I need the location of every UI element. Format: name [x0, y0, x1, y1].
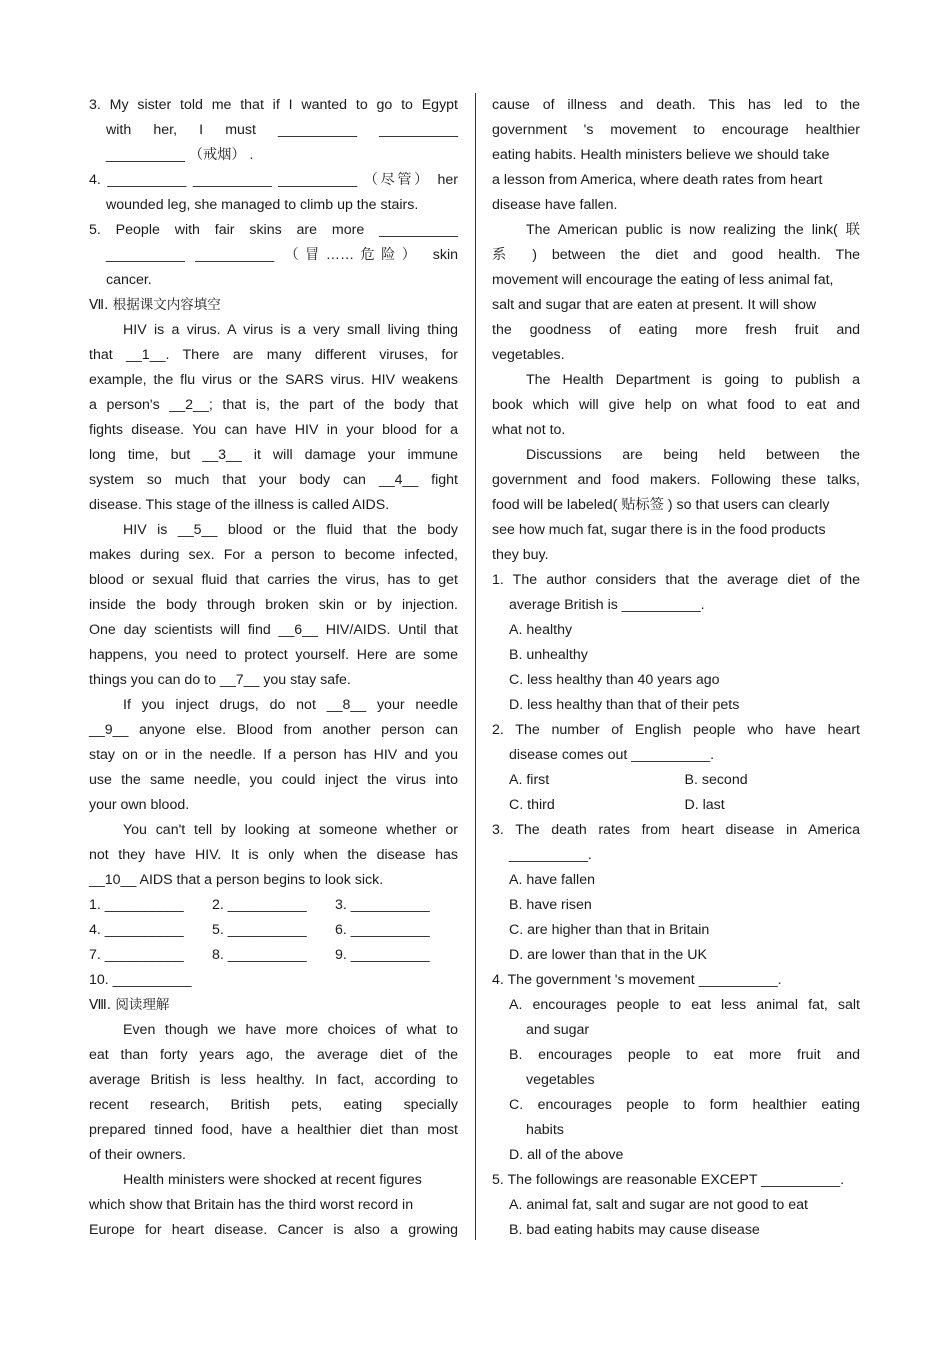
passage-line: a person's __2__; that is, the part of the body that: [89, 397, 458, 413]
passage-line: food will be labeled( 贴标签 ) so that users can clearly: [492, 497, 830, 513]
answer-blank[interactable]: 1. __________: [89, 897, 184, 913]
answer-blank[interactable]: 7. __________: [89, 947, 184, 963]
passage-line: HIV is __5__ blood or the fluid that the body: [123, 522, 458, 538]
q3-line: __________ （戒烟） .: [106, 147, 254, 163]
passage-line: HIV is a virus. A virus is a very small living thing: [123, 322, 458, 338]
question-stem: disease comes out __________.: [509, 747, 715, 763]
answer-option[interactable]: C. less healthy than 40 years ago: [509, 672, 720, 688]
answer-blank[interactable]: 2. __________: [212, 897, 307, 913]
option-row: [492, 793, 860, 818]
answer-option-cont: habits: [526, 1122, 564, 1138]
right-column: [492, 93, 860, 1243]
passage-line: fights disease. You can have HIV in your blood for a: [89, 422, 458, 438]
passage-line: movement will encourage the eating of less animal fat,: [492, 272, 834, 288]
passage-line: vegetables.: [492, 347, 565, 363]
answer-option[interactable]: A. have fallen: [509, 872, 595, 888]
passage-line: use the same needle, you could inject the virus into: [89, 772, 458, 788]
passage-line: recent research, British pets, eating specially: [89, 1097, 458, 1113]
answer-row: [89, 943, 458, 968]
passage-line: system so much that your body can __4__ fight: [89, 472, 458, 488]
passage-line: prepared tinned food, have a healthier diet than most: [89, 1122, 458, 1138]
answer-blank[interactable]: 9. __________: [335, 947, 430, 963]
passage-line: One day scientists will find __6__ HIV/AIDS. Until that: [89, 622, 458, 638]
passage-line: You can't tell by looking at someone whether or: [123, 822, 458, 838]
passage-line: blood or sexual fluid that carries the virus, has to get: [89, 572, 458, 588]
passage-line: The American public is now realizing the link( 联: [526, 222, 860, 238]
section-7-heading: Ⅶ. 根据课文内容填空: [89, 297, 221, 313]
passage-line: salt and sugar that are eaten at present. It will show: [492, 297, 817, 313]
answer-blank[interactable]: 4. __________: [89, 922, 184, 938]
question-stem: 4. The government 's movement __________.: [492, 972, 782, 988]
passage-line: that __1__. There are many different viruses, for: [89, 347, 458, 363]
option-row: [492, 768, 860, 793]
q3-line: 3. My sister told me that if I wanted to go to Egypt: [89, 97, 458, 113]
answer-option-cont: vegetables: [526, 1072, 595, 1088]
passage-line: makes during sex. For a person to become infected,: [89, 547, 458, 563]
passage-line: cause of illness and death. This has led to the: [492, 97, 860, 113]
answer-option[interactable]: B. bad eating habits may cause disease: [509, 1222, 760, 1238]
answer-option[interactable]: D. less healthy than that of their pets: [509, 697, 740, 713]
answer-option[interactable]: B. encourages people to eat more fruit and: [509, 1047, 860, 1063]
passage-line: the goodness of eating more fresh fruit and: [492, 322, 860, 338]
passage-line: government and food makers. Following these talks,: [492, 472, 860, 488]
answer-option[interactable]: D. last: [684, 797, 725, 813]
passage-line: they buy.: [492, 547, 549, 563]
answer-row: [89, 918, 458, 943]
answer-option[interactable]: A. healthy: [509, 622, 573, 638]
answer-option[interactable]: A. animal fat, salt and sugar are not good to eat: [509, 1197, 808, 1213]
answer-option[interactable]: A. encourages people to eat less animal fat, salt: [509, 997, 860, 1013]
question-stem: 5. The followings are reasonable EXCEPT __________.: [492, 1172, 845, 1188]
passage-line: inside the body through broken skin or by injection.: [89, 597, 458, 613]
answer-blank[interactable]: 8. __________: [212, 947, 307, 963]
q3-line: with her, I must __________ __________: [106, 122, 458, 138]
q5-line: 5. People with fair skins are more __________: [89, 222, 458, 238]
answer-row: [89, 968, 458, 993]
section-8-heading: Ⅷ. 阅读理解: [89, 997, 170, 1013]
passage-line: not they have HIV. It is only when the disease has: [89, 847, 458, 863]
answer-option-cont: and sugar: [526, 1022, 590, 1038]
passage-line: see how much fat, sugar there is in the food products: [492, 522, 826, 538]
answer-option[interactable]: C. are higher than that in Britain: [509, 922, 710, 938]
question-stem: 2. The number of English people who have heart: [492, 722, 860, 738]
passage-line: which show that Britain has the third worst record in: [89, 1197, 414, 1213]
passage-line: things you can do to __7__ you stay safe.: [89, 672, 351, 688]
passage-line: Discussions are being held between the: [526, 447, 860, 463]
passage-line: average British is less healthy. In fact, according to: [89, 1072, 458, 1088]
passage-line: eat than forty years ago, the average diet of the: [89, 1047, 458, 1063]
answer-option[interactable]: C. third: [509, 797, 555, 813]
q5-line: cancer.: [106, 272, 152, 288]
passage-line: Health ministers were shocked at recent figures: [123, 1172, 422, 1188]
passage-line: long time, but __3__ it will damage your immune: [89, 447, 458, 463]
passage-line: disease have fallen.: [492, 197, 618, 213]
left-column: [89, 93, 458, 1243]
passage-line: example, the flu virus or the SARS virus. HIV weakens: [89, 372, 458, 388]
passage-line: 系 ) between the diet and good health. The: [492, 247, 860, 263]
passage-line: government 's movement to encourage healthier: [492, 122, 860, 138]
passage-line: __10__ AIDS that a person begins to look sick.: [89, 872, 384, 888]
answer-option[interactable]: B. unhealthy: [509, 647, 588, 663]
passage-line: your own blood.: [89, 797, 190, 813]
answer-option[interactable]: D. are lower than that in the UK: [509, 947, 707, 963]
column-divider: [475, 93, 476, 1240]
answer-row: [89, 893, 458, 918]
passage-line: eating habits. Health ministers believe we should take: [492, 147, 830, 163]
question-stem: average British is __________.: [509, 597, 705, 613]
passage-line: disease. This stage of the illness is called AIDS.: [89, 497, 390, 513]
answer-option[interactable]: D. all of the above: [509, 1147, 624, 1163]
passage-line: book which will give help on what food to eat and: [492, 397, 860, 413]
q4-line: 4. __________ __________ __________ （尽管） her: [89, 172, 458, 188]
passage-line: what not to.: [492, 422, 566, 438]
answer-blank[interactable]: 10. __________: [89, 972, 192, 988]
answer-blank[interactable]: 3. __________: [335, 897, 430, 913]
passage-line: Europe for heart disease. Cancer is also a growing: [89, 1222, 458, 1238]
question-stem: 3. The death rates from heart disease in America: [492, 822, 860, 838]
passage-line: of their owners.: [89, 1147, 186, 1163]
passage-line: happens, you need to protect yourself. Here are some: [89, 647, 458, 663]
answer-option[interactable]: A. first: [509, 772, 550, 788]
q4-line: wounded leg, she managed to climb up the stairs.: [106, 197, 419, 213]
passage-line: If you inject drugs, do not __8__ your needle: [123, 697, 458, 713]
passage-line: stay on or in the needle. If a person has HIV and you: [89, 747, 458, 763]
passage-line: The Health Department is going to publish a: [526, 372, 860, 388]
answer-option[interactable]: B. second: [684, 772, 748, 788]
answer-blank[interactable]: 6. __________: [335, 922, 430, 938]
passage-line: Even though we have more choices of what to: [123, 1022, 458, 1038]
passage-line: __9__ anyone else. Blood from another person can: [89, 722, 458, 738]
question-stem: 1. The author considers that the average diet of the: [492, 572, 860, 588]
passage-line: a lesson from America, where death rates from heart: [492, 172, 823, 188]
q5-line: __________ __________ （冒……危险） skin: [106, 247, 458, 263]
answer-blank[interactable]: 5. __________: [212, 922, 307, 938]
answer-option[interactable]: B. have risen: [509, 897, 592, 913]
question-stem: __________.: [509, 847, 592, 863]
answer-option[interactable]: C. encourages people to form healthier eating: [509, 1097, 860, 1113]
